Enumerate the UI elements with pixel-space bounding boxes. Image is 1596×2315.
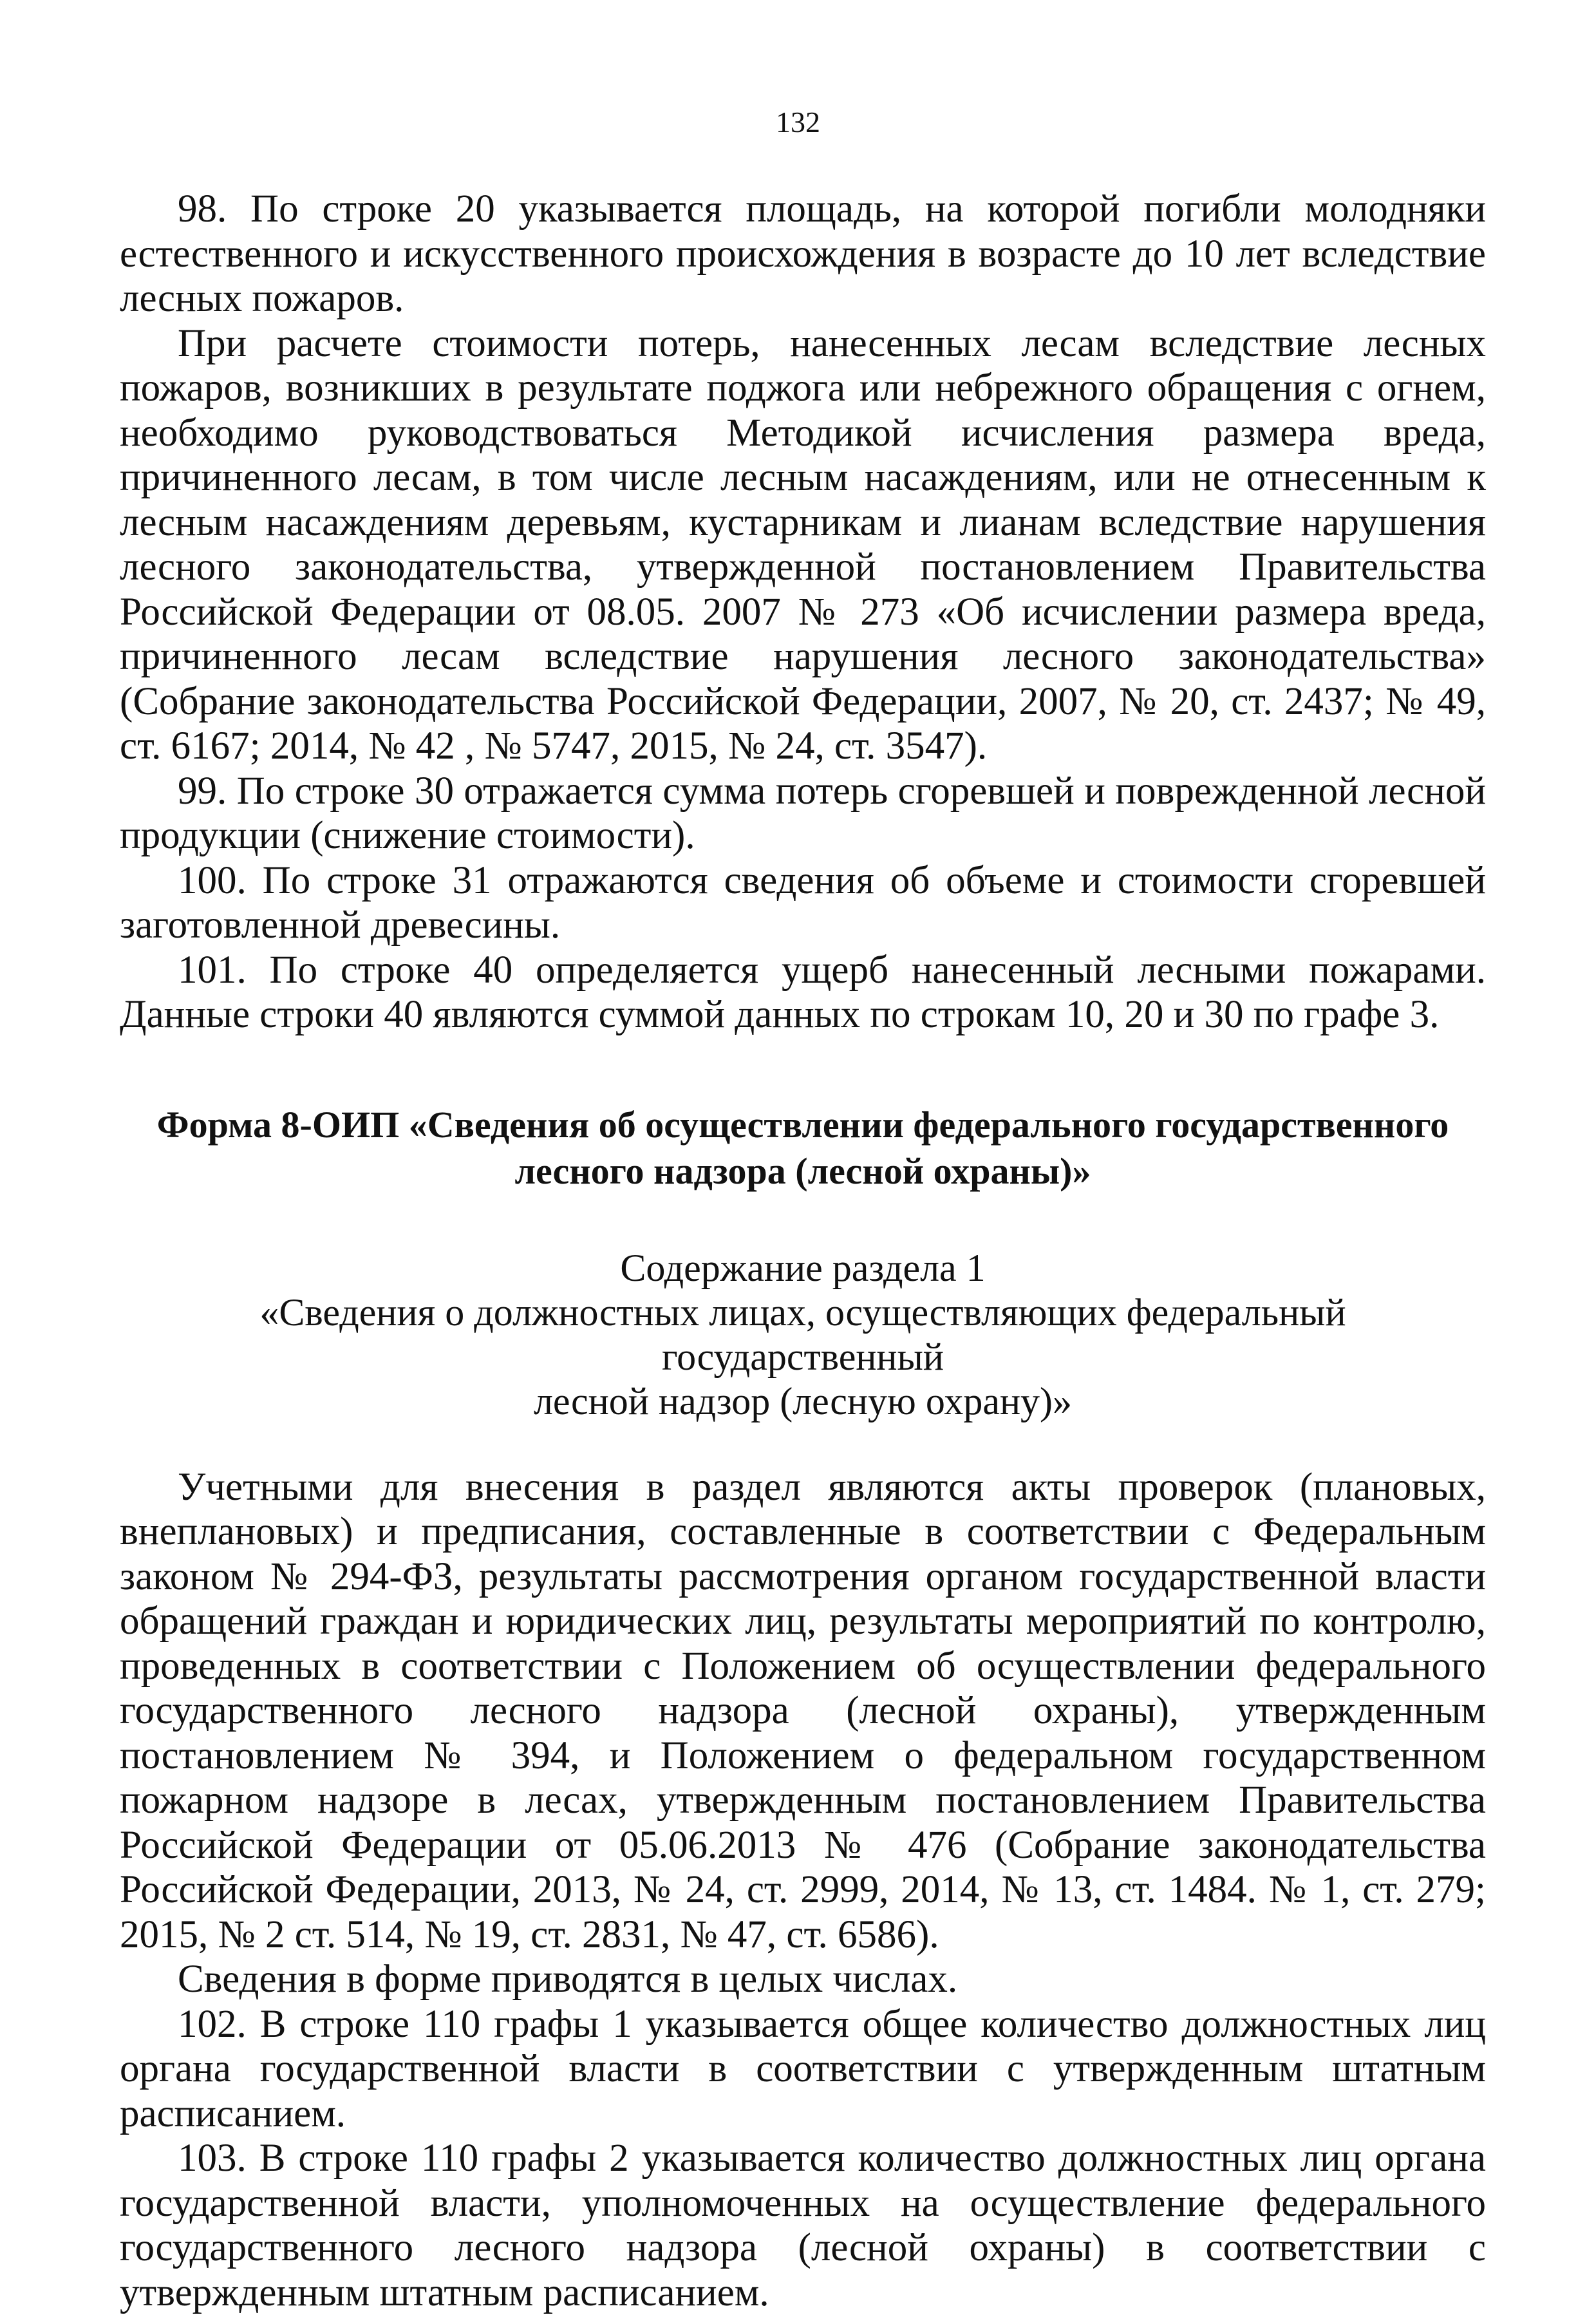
page-number: 132 (776, 106, 820, 138)
paragraph-101: 101. По строке 40 определяется ущерб нанесенный лесными пожарами. Данные строки 40 являются суммой данных по строкам 10, 20 и 30 по графе 3. (120, 948, 1486, 1036)
section-heading (120, 1246, 1486, 1424)
document-body (120, 187, 1486, 2315)
paragraph-103: 103. В строке 110 графы 2 указывается количество должностных лиц органа государственной власти, уполномоченных на осуществление федерального государственного лесного надзора (лесной охраны) в соответствии с утвержденным штатным расписанием. (120, 2137, 1486, 2314)
paragraph-99: 99. По строке 30 отражается сумма потерь сгоревшей и поврежденной лесной продукции (снижение стоимости). (120, 769, 1486, 857)
paragraph-98: 98. По строке 20 указывается площадь, на которой погибли молодняки естественного и искусственного происхождения в возрасте до 10 лет вследствие лесных пожаров. (120, 187, 1486, 320)
paragraph-integer-note: Сведения в форме приводятся в целых числах. (178, 1958, 958, 2001)
form-title: Форма 8-ОИП «Сведения об осуществлении федерального государственного лесного надзора (лесной охраны)» (156, 1103, 1449, 1192)
spacer (120, 1424, 1486, 1465)
paragraph-accounting-docs: Учетными для внесения в раздел являются акты проверок (плановых, внеплановых) и предписания, составленные в соответствии с Федеральным законом № 294-ФЗ, результаты рассмотрения органом государственной власти обращений граждан и юридических лиц, результаты мероприятий по контролю, проведенных в соответствии с Положением об осуществлении федерального государственного лесного надзора (лесной охраны), утвержденным постановлением № 394, и Положением о федеральном государственном пожарном надзоре в лесах, утвержденным постановлением Правительства Российской Федерации от 05.06.2013 № 476 (Собрание законодательства Российской Федерации, 2013, № 24, ст. 2999, 2014, № 13, ст. 1484. № 1, ст. 279; 2015, № 2 ст. 514, № 19, ст. 2831, № 47, ст. 6586). (120, 1465, 1486, 1956)
section-heading-line-1: Содержание раздела 1 (620, 1246, 986, 1289)
paragraph-100: 100. По строке 31 отражаются сведения об объеме и стоимости сгоревшей заготовленной древесины. (120, 858, 1486, 947)
paragraph-loss-calculation: При расчете стоимости потерь, нанесенных лесам вследствие лесных пожаров, возникших в результате поджога или небрежного обращения с огнем, необходимо руководствоваться Методикой исчисления размера вреда, причиненного лесам, в том числе лесным насаждениям, или не отнесенным к лесным насаждениям деревьям, кустарникам и лианам вследствие нарушения лесного законодательства, утвержденной постановлением Правительства Российской Федерации от 08.05. 2007 № 273 «Об исчислении размера вреда, причиненного лесам вследствие нарушения лесного законодательства» (Собрание законодательства Российской Федерации, 2007, № 20, ст. 2437; № 49, ст. 6167; 2014, № 42 , № 5747, 2015, № 24, ст. 3547). (120, 321, 1486, 768)
paragraph-102: 102. В строке 110 графы 1 указывается общее количество должностных лиц органа государственной власти в соответствии с утвержденным штатным расписанием. (120, 2002, 1486, 2135)
section-heading-line-3: лесной надзор (лесную охрану)» (533, 1379, 1073, 1422)
section-heading-line-2: «Сведения о должностных лицах, осуществляющих федеральный государственный (259, 1290, 1346, 1378)
